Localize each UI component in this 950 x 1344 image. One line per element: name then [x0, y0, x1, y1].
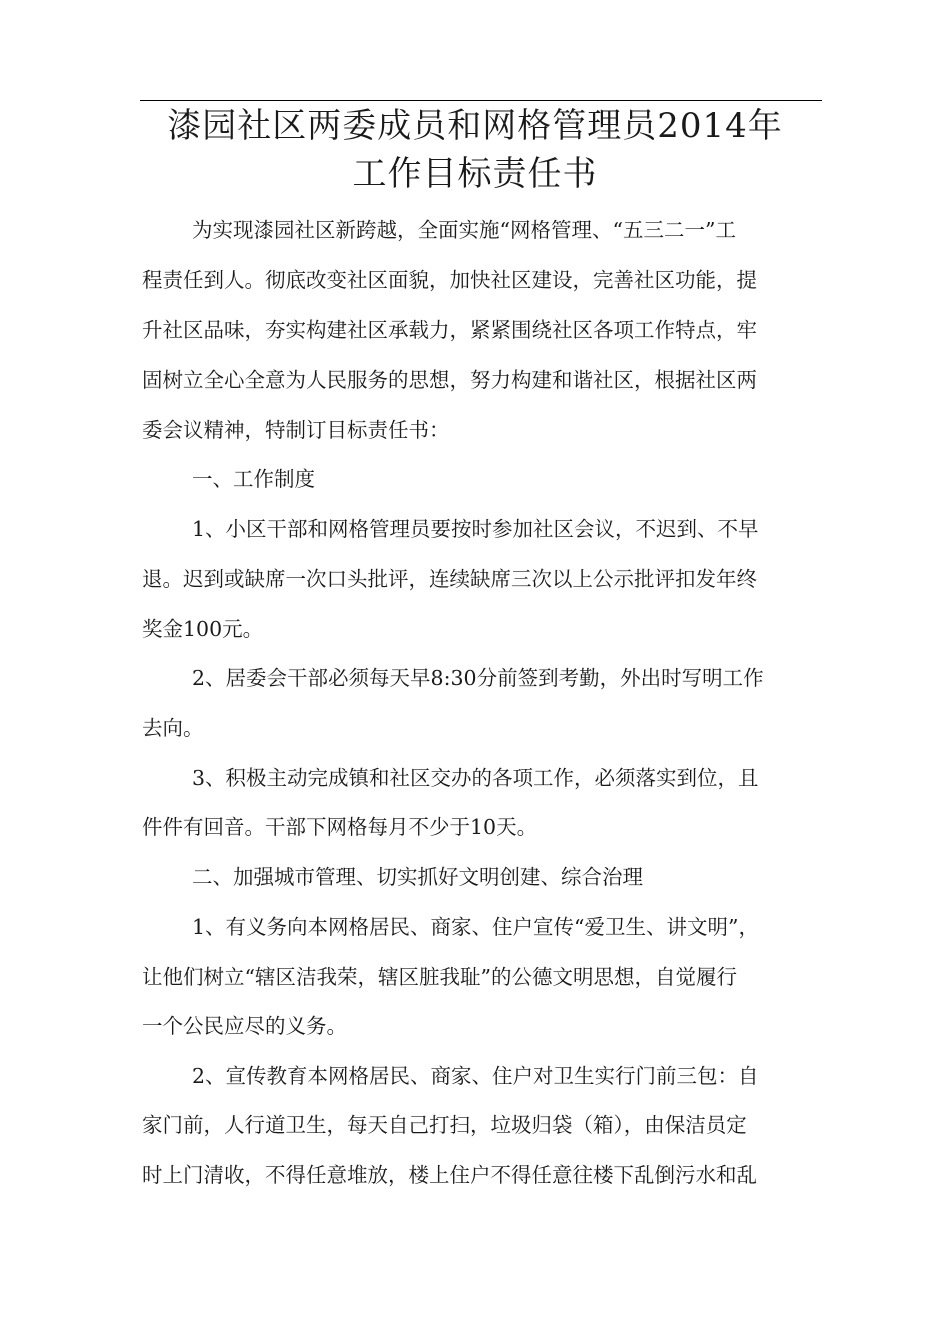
section-heading: 一、工作制度 — [192, 467, 315, 491]
body-line: 2、宣传教育本网格居民、商家、住户对卫生实行门前三包：自 — [192, 1064, 759, 1088]
body-line: 1、小区干部和网格管理员要按时参加社区会议，不迟到、不早 — [192, 517, 759, 541]
body-line: 为实现漆园社区新跨越，全面实施“网格管理、“五三二一”工 — [192, 218, 736, 242]
body-line: 2、居委会干部必须每天早8:30分前签到考勤，外出时写明工作 — [192, 666, 764, 690]
body-line: 3、积极主动完成镇和社区交办的各项工作，必须落实到位，且 — [192, 766, 759, 790]
body-line: 程责任到人。彻底改变社区面貌，加快社区建设，完善社区功能，提 — [142, 268, 757, 292]
body-line: 退。迟到或缺席一次口头批评，连续缺席三次以上公示批评扣发年终 — [142, 567, 757, 591]
body-line: 委会议精神，特制订目标责任书： — [142, 418, 450, 442]
body-line: 1、有义务向本网格居民、商家、住户宣传“爱卫生、讲文明”， — [192, 915, 760, 939]
body-line: 件件有回音。干部下网格每月不少于10天。 — [142, 815, 538, 839]
body-line: 奖金100元。 — [142, 617, 264, 641]
title-line-2: 工作目标责任书 — [352, 154, 598, 194]
body-line: 升社区品味，夯实构建社区承载力，紧紧围绕社区各项工作特点，牢 — [142, 318, 757, 342]
title-line-1: 漆园社区两委成员和网格管理员2014年 — [167, 106, 783, 146]
body-line: 让他们树立“辖区洁我荣，辖区脏我耻”的公德文明思想，自觉履行 — [142, 965, 737, 989]
body-line: 固树立全心全意为人民服务的思想，努力构建和谐社区，根据社区两 — [142, 368, 757, 392]
body-line: 一个公民应尽的义务。 — [142, 1014, 347, 1038]
body-line: 去向。 — [142, 716, 204, 740]
header-rule — [140, 100, 822, 101]
section-heading: 二、加强城市管理、切实抓好文明创建、综合治理 — [192, 865, 643, 889]
body-line: 时上门清收，不得任意堆放，楼上住户不得任意往楼下乱倒污水和乱 — [142, 1163, 757, 1187]
body-line: 家门前，人行道卫生，每天自己打扫，垃圾归袋（箱），由保洁员定 — [142, 1113, 747, 1137]
